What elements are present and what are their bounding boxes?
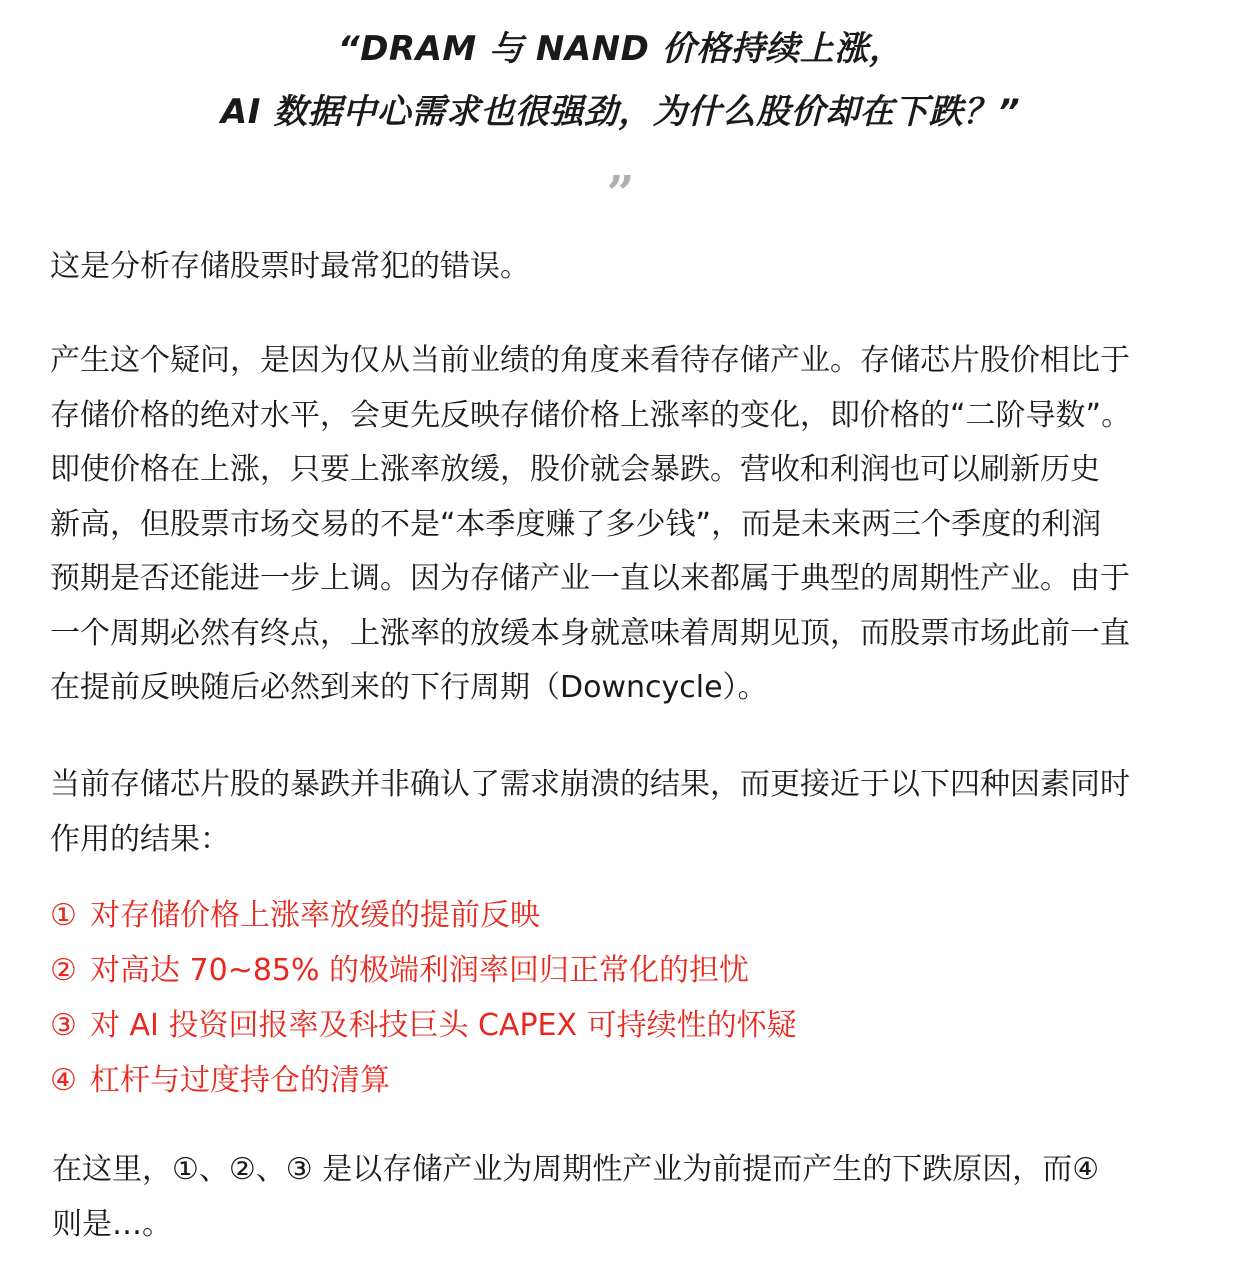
factors-intro-paragraph (50, 758, 1195, 867)
paragraph-line: 当前存储芯片股的暴跌并非确认了需求崩溃的结果，而更接近于以下四种因素同时 (50, 767, 1130, 802)
quote-line-1: “DRAM 与 NAND 价格持续上涨， (337, 29, 904, 69)
factor-text: 对高达 70~85% 的极端利润率回归正常化的担忧 (90, 953, 750, 988)
circled-number-1: ① (50, 898, 77, 933)
closing-quote-icon: ” (606, 166, 635, 222)
intro-paragraph (50, 240, 1195, 295)
paragraph-line: 在提前反映随后必然到来的下行周期（Downcycle）。 (50, 670, 768, 705)
circled-number-3: ③ (50, 1008, 77, 1043)
pull-quote (0, 0, 1241, 222)
paragraph-line: 在这里，①、②、③ 是以存储产业为周期性产业为前提而产生的下跌原因，而④ (52, 1152, 1100, 1187)
factor-text: 对 AI 投资回报率及科技巨头 CAPEX 可持续性的怀疑 (90, 1008, 797, 1043)
paragraph-line: 一个周期必然有终点，上涨率的放缓本身就意味着周期见顶，而股票市场此前一直 (50, 615, 1130, 651)
list-item (50, 1053, 1195, 1108)
circled-number-4: ④ (50, 1063, 77, 1098)
intro-text: 这是分析存储股票时最常犯的错误。 (50, 249, 530, 284)
circled-number-2: ② (50, 953, 77, 988)
factor-text: 杠杆与过度持仓的清算 (90, 1063, 390, 1098)
conclusion-paragraph (52, 1143, 1197, 1252)
list-item (50, 943, 1195, 998)
paragraph-line: 存储价格的绝对水平，会更先反映存储价格上涨率的变化，即价格的“二阶导数”。 (50, 397, 1132, 433)
explanation-paragraph (50, 334, 1195, 716)
factor-text: 对存储价格上涨率放缓的提前反映 (90, 898, 540, 933)
paragraph-line: 预期是否还能进一步上调。因为存储产业一直以来都属于典型的周期性产业。由于 (50, 561, 1130, 596)
paragraph-line: 作用的结果： (50, 821, 230, 857)
paragraph-line: 即使价格在上涨，只要上涨率放缓，股价就会暴跌。营收和利润也可以刷新历史 (50, 452, 1100, 487)
paragraph-line: 则是…。 (52, 1206, 172, 1242)
paragraph-line: 产生这个疑问，是因为仅从当前业绩的角度来看待存储产业。存储芯片股价相比于 (50, 343, 1130, 378)
paragraph-line: 新高，但股票市场交易的不是“本季度赚了多少钱”，而是未来两三个季度的利润 (50, 506, 1102, 542)
factors-list (50, 888, 1195, 1108)
list-item (50, 998, 1195, 1053)
quote-line-2: AI 数据中心需求也很强劲，为什么股价却在下跌？” (220, 92, 1021, 132)
list-item (50, 888, 1195, 943)
